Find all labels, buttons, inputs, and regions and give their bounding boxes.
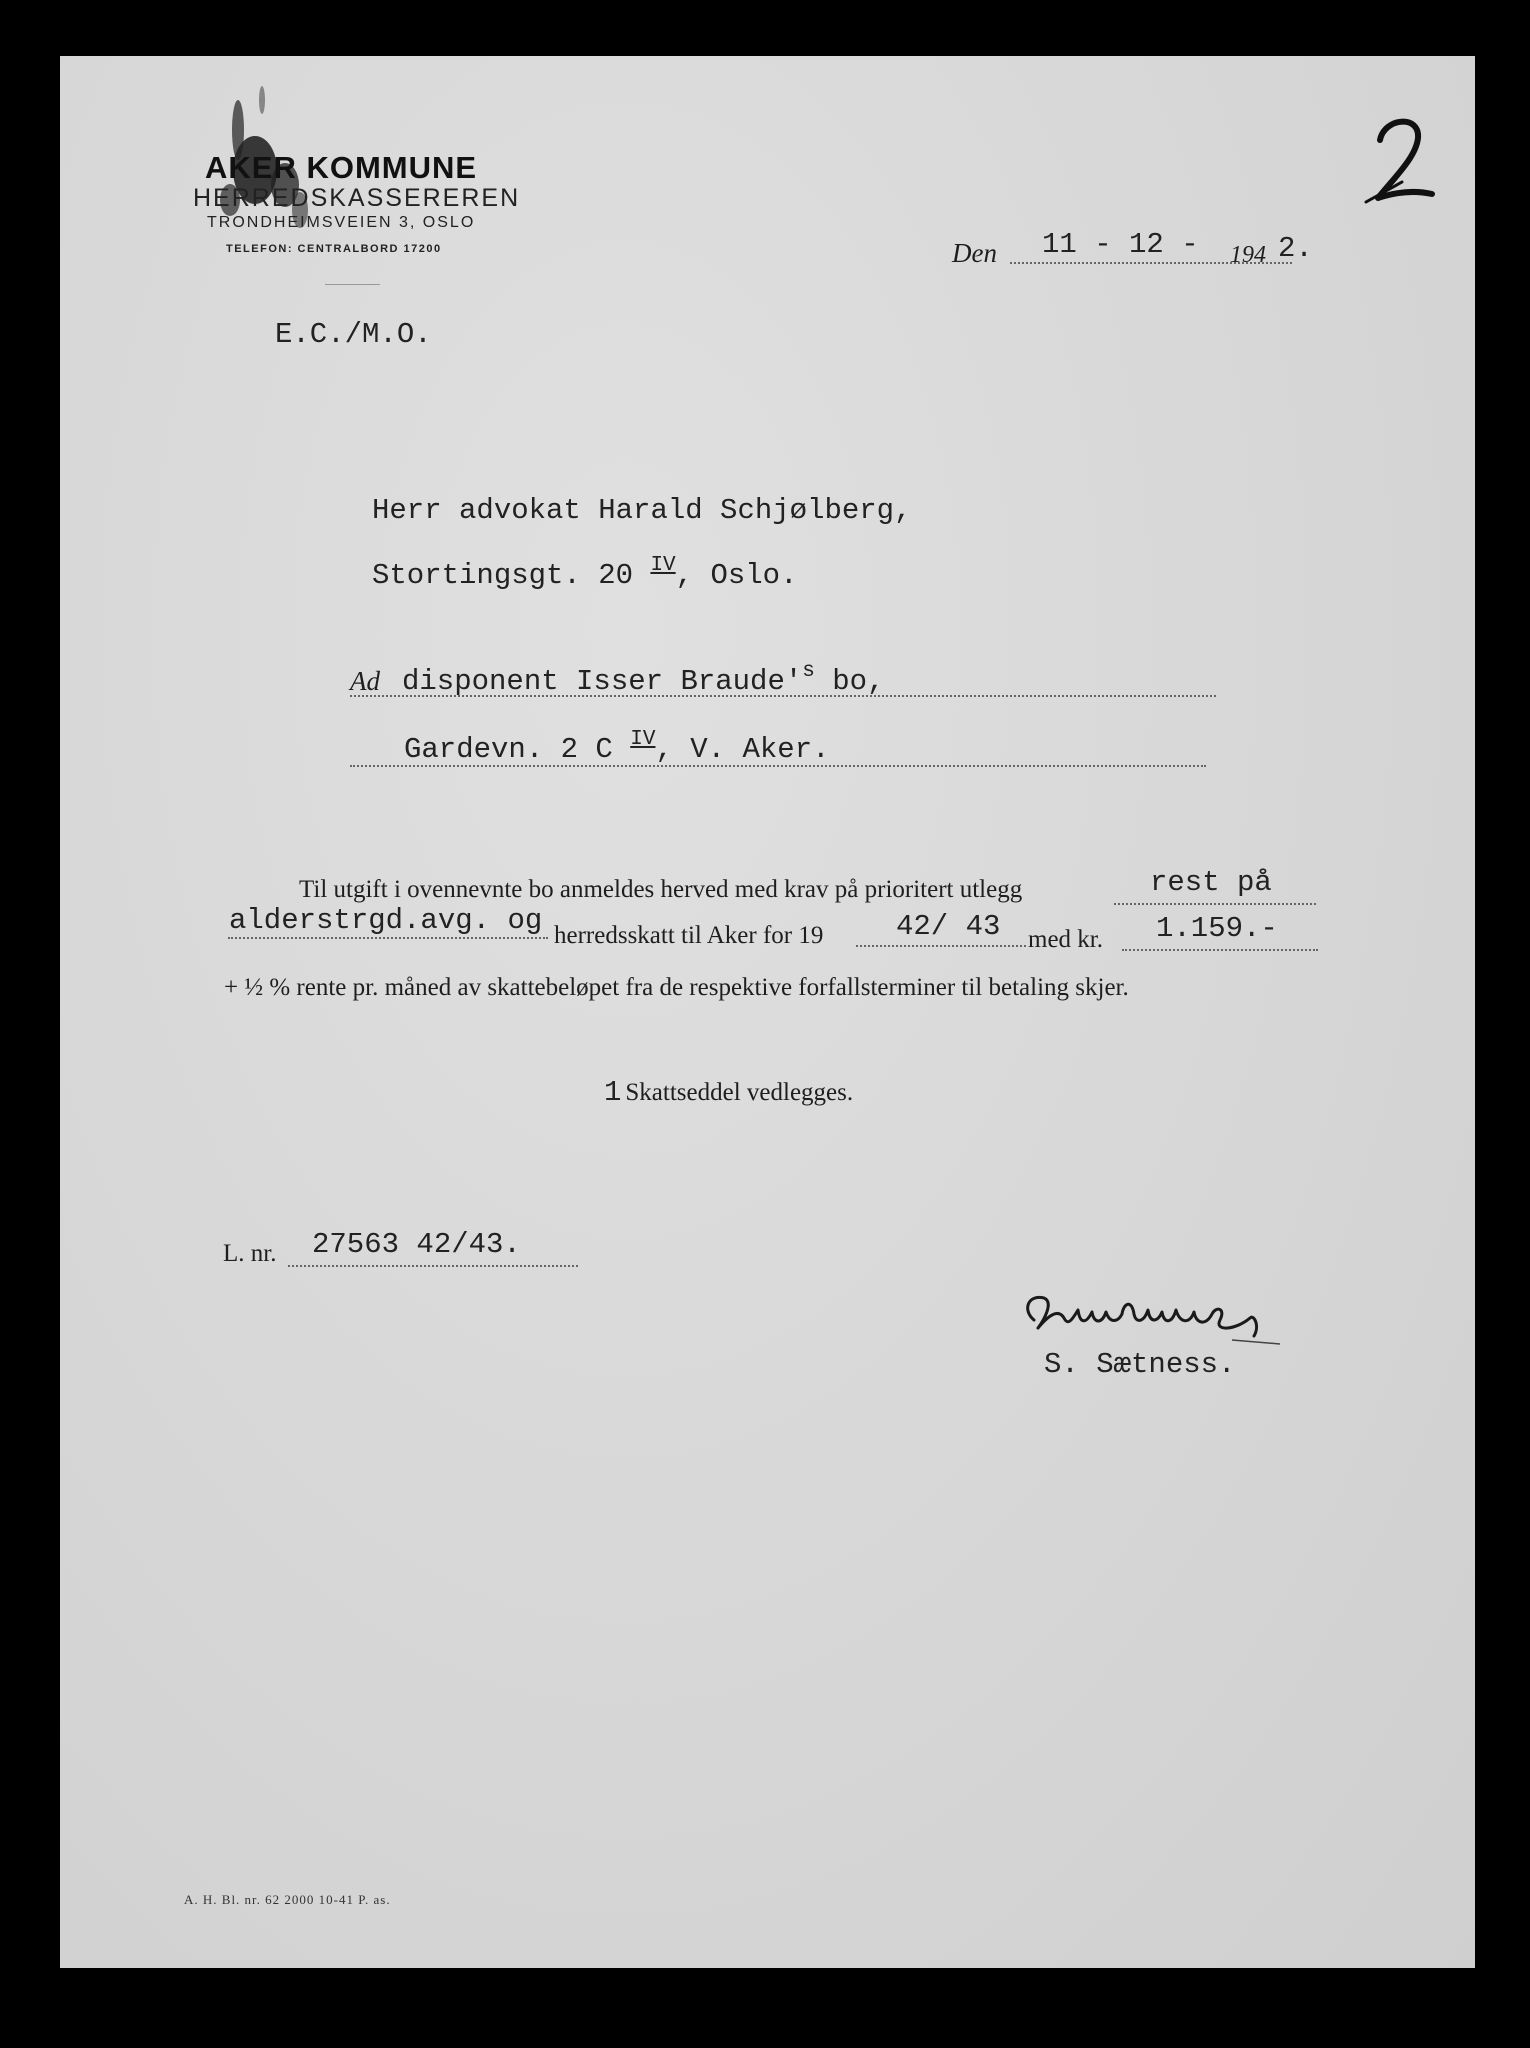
letter-number-dotted-line xyxy=(288,1264,578,1267)
body-dotted-line-amount xyxy=(1122,948,1318,951)
signature-name: S. Sætness. xyxy=(1044,1348,1236,1381)
letterhead-address: TRONDHEIMSVEIEN 3, OSLO xyxy=(207,214,476,231)
date-year-printed: 194 xyxy=(1230,242,1266,268)
recipient-line-2 xyxy=(372,554,798,592)
document-page xyxy=(60,56,1475,1968)
subject-name: disponent Isser Braude' xyxy=(402,665,803,698)
date-year-typed: 2. xyxy=(1278,232,1313,265)
body-line-1-printed: Til utgift i ovennevnte bo anmeldes herved med krav på prioritert utlegg xyxy=(299,876,1023,903)
letter-number-label: L. nr. xyxy=(223,1240,277,1267)
subject-district: , V. Aker. xyxy=(655,733,830,766)
page-number-text: 2 xyxy=(1362,110,1363,111)
subject-street: Gardevn. 2 C xyxy=(404,733,613,766)
recipient-line-1: Herr advokat Harald Schjølberg, xyxy=(372,494,912,527)
subject-line-1 xyxy=(402,660,885,698)
date-prefix: Den xyxy=(952,238,997,268)
letterhead-telephone: TELEFON: CENTRALBORD 17200 xyxy=(226,243,442,255)
subject-line-2 xyxy=(404,728,830,766)
handwritten-page-number xyxy=(1362,110,1442,210)
body-line-2-printed: herredsskatt til Aker for 19 xyxy=(554,922,824,949)
attachment-count: 1 xyxy=(604,1076,622,1109)
body-line-1-typed: rest på xyxy=(1150,866,1272,899)
body-dotted-line-1 xyxy=(1114,902,1316,905)
subject-floor: IV xyxy=(630,728,656,751)
body-line-2-typed: alderstrgd.avg. og xyxy=(229,904,543,937)
body-tax-year: 42/ 43 xyxy=(896,910,1001,943)
recipient-floor: IV xyxy=(650,554,676,577)
body-amount: 1.159.- xyxy=(1156,912,1278,945)
attachment-text: Skattseddel vedlegges. xyxy=(625,1079,854,1106)
body-line-3-printed: + ½ % rente pr. måned av skattebeløpet fra de respektive forfallsterminer til betaling skjer. xyxy=(224,974,1129,1001)
body-amount-label: med kr. xyxy=(1028,926,1103,953)
form-footer: A. H. Bl. nr. 62 2000 10-41 P. as. xyxy=(184,1892,391,1907)
subject-possessive: s xyxy=(802,660,815,683)
reference-code: E.C./M.O. xyxy=(275,318,432,351)
letter-number-value: 27563 42/43. xyxy=(312,1228,521,1261)
subject-ad-label: Ad xyxy=(350,666,380,696)
recipient-city: , Oslo. xyxy=(675,559,798,592)
letterhead-department: HERREDSKASSEREREN xyxy=(193,184,521,212)
letterhead-rule xyxy=(325,284,380,285)
letterhead-name: AKER KOMMUNE xyxy=(205,150,478,185)
recipient-street: Stortingsgt. 20 xyxy=(372,559,634,592)
subject-bo: bo, xyxy=(814,665,885,698)
body-dotted-line-year xyxy=(856,944,1026,947)
date-day-month: 11 - 12 - xyxy=(1042,228,1199,261)
attachment-note xyxy=(604,1076,853,1109)
